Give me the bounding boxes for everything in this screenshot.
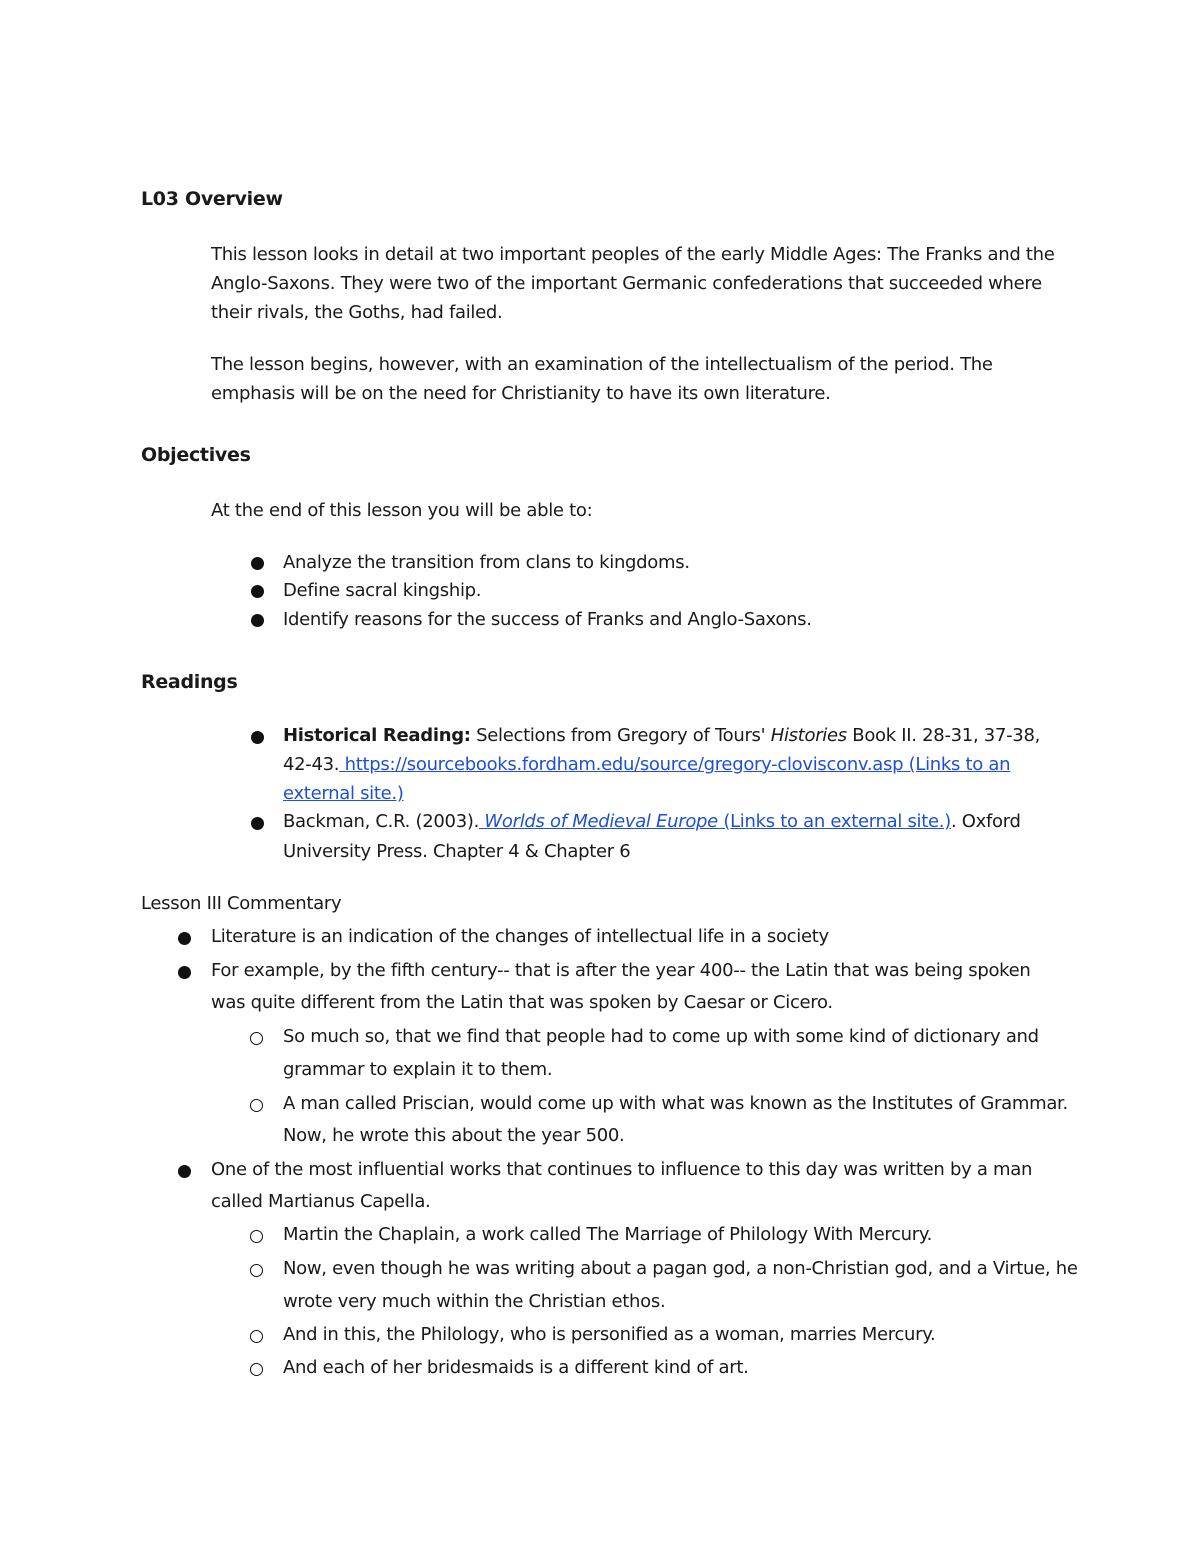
reading-label: Historical Reading: bbox=[283, 725, 471, 746]
reading-item-1-line-3 bbox=[283, 779, 404, 808]
commentary-subitem-cont: Now, he wrote this about the year 500. bbox=[283, 1125, 625, 1146]
objective-item: Analyze the transition from clans to kingdoms. bbox=[283, 552, 690, 573]
objectives-intro: At the end of this lesson you will be able to: bbox=[211, 500, 593, 521]
reading-item-2-line-1: Backman, C.R. (2003). Worlds of Medieval Europe (Links to an external site.). Oxford bbox=[283, 811, 1021, 832]
sub-bullet-icon bbox=[250, 1363, 263, 1376]
commentary-subitem: And each of her bridesmaids is a different kind of art. bbox=[283, 1357, 749, 1378]
commentary-item-cont: was quite different from the Latin that was spoken by Caesar or Cicero. bbox=[211, 992, 833, 1013]
sub-bullet-icon bbox=[250, 1230, 263, 1243]
bullet-icon bbox=[178, 1165, 191, 1178]
overview-heading: L03 Overview bbox=[141, 188, 283, 210]
commentary-subitem-cont: wrote very much within the Christian ethos. bbox=[283, 1291, 666, 1312]
reading-title: Histories bbox=[770, 725, 847, 746]
commentary-item: One of the most influential works that continues to influence to this day was written by a man bbox=[211, 1159, 1033, 1180]
readings-heading: Readings bbox=[141, 671, 238, 693]
bullet-icon bbox=[178, 932, 191, 945]
bullet-icon bbox=[178, 966, 191, 979]
commentary-subitem-cont: grammar to explain it to them. bbox=[283, 1059, 553, 1080]
commentary-item-cont: called Martianus Capella. bbox=[211, 1191, 431, 1212]
bullet-icon bbox=[251, 557, 264, 570]
commentary-item: Literature is an indication of the changes of intellectual life in a society bbox=[211, 926, 829, 947]
overview-paragraph-1: This lesson looks in detail at two important peoples of the early Middle Ages: The Franks and the Anglo-Saxons. They were two of the important Germanic confederations that succeeded where their rivals, the Goths, had failed. bbox=[211, 244, 1055, 323]
commentary-subitem: So much so, that we find that people had to come up with some kind of dictionary and bbox=[283, 1026, 1039, 1047]
bullet-icon bbox=[251, 731, 264, 744]
commentary-subitem: Martin the Chaplain, a work called The Marriage of Philology With Mercury. bbox=[283, 1224, 933, 1245]
sub-bullet-icon bbox=[250, 1330, 263, 1343]
objective-item: Identify reasons for the success of Franks and Anglo-Saxons. bbox=[283, 609, 812, 630]
sub-bullet-icon bbox=[250, 1099, 263, 1112]
commentary-subitem: And in this, the Philology, who is personified as a woman, marries Mercury. bbox=[283, 1324, 936, 1345]
sourcebooks-link[interactable]: https://sourcebooks.fordham.edu/source/gregory-clovisconv.asp (Links to an bbox=[339, 754, 1011, 775]
overview-paragraph-2: The lesson begins, however, with an examination of the intellectualism of the period. The emphasis will be on the need for Christianity to have its own literature. bbox=[211, 354, 993, 404]
reading-item-1-line-2: 42-43. https://sourcebooks.fordham.edu/source/gregory-clovisconv.asp (Links to an bbox=[283, 754, 1011, 775]
reading-item-2-line-2: University Press. Chapter 4 & Chapter 6 bbox=[283, 841, 631, 862]
commentary-item: For example, by the fifth century-- that is after the year 400-- the Latin that was being spoken bbox=[211, 960, 1031, 981]
sub-bullet-icon bbox=[250, 1264, 263, 1277]
bullet-icon bbox=[251, 614, 264, 627]
commentary-heading: Lesson III Commentary bbox=[141, 893, 342, 914]
sub-bullet-icon bbox=[250, 1032, 263, 1045]
bullet-icon bbox=[251, 585, 264, 598]
sourcebooks-link-continued[interactable]: external site.) bbox=[283, 783, 404, 804]
commentary-subitem: Now, even though he was writing about a pagan god, a non-Christian god, and a Virtue, he bbox=[283, 1258, 1078, 1279]
commentary-subitem: A man called Priscian, would come up with what was known as the Institutes of Grammar. bbox=[283, 1093, 1068, 1114]
objectives-heading: Objectives bbox=[141, 444, 251, 466]
objective-item: Define sacral kingship. bbox=[283, 580, 482, 601]
worlds-medieval-europe-link[interactable]: Worlds of Medieval Europe (Links to an external site.) bbox=[479, 811, 951, 832]
bullet-icon bbox=[251, 817, 264, 830]
reading-item-1-line-1: Historical Reading: Selections from Gregory of Tours' Histories Book II. 28-31, 37-38, bbox=[283, 725, 1041, 746]
